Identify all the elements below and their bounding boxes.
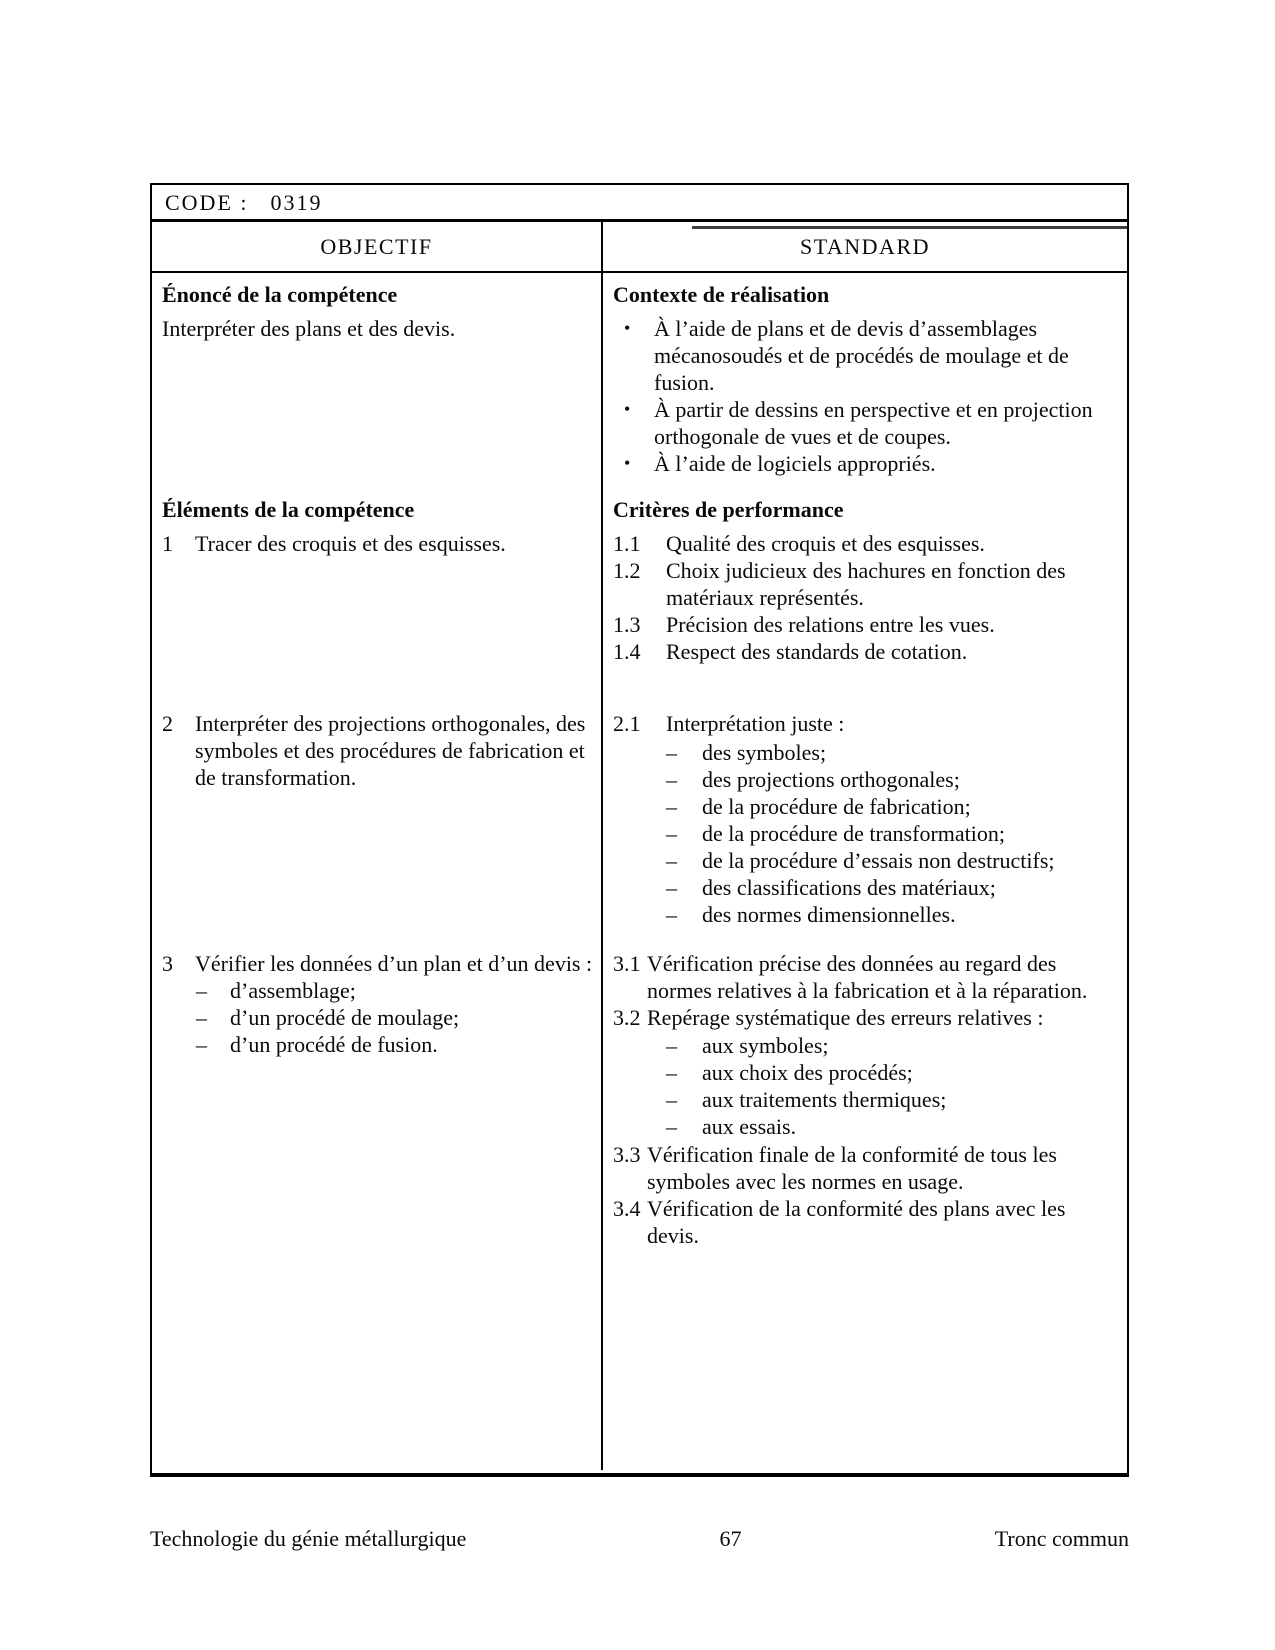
competence-item-3 <box>162 950 595 977</box>
sub-item <box>665 901 1119 928</box>
item-number: 1.3 <box>613 612 641 637</box>
item-number: 3 <box>162 951 173 976</box>
performance-item <box>613 557 1119 611</box>
item-text: Repérage systématique des erreurs relatives : <box>647 1005 1044 1030</box>
sub-item-text: aux traitements thermiques; <box>702 1087 947 1112</box>
item-text: Vérification précise des données au regard des normes relatives à la fabrication et à la réparation. <box>647 951 1088 1003</box>
item-text: Vérifier les données d’un plan et d’un devis : <box>195 951 593 976</box>
item-number: 1.4 <box>613 639 641 664</box>
list-item <box>613 315 1119 396</box>
sub-item-text: aux choix des procédés; <box>702 1060 913 1085</box>
dash-marker: – <box>196 1005 207 1030</box>
sub-item-text: des projections orthogonales; <box>702 767 960 792</box>
enonce-text: Interpréter des plans et des devis. <box>162 316 456 341</box>
elements-title: Éléments de la compétence <box>162 497 415 522</box>
dash-marker: – <box>666 794 677 819</box>
performance-item <box>613 1004 1119 1031</box>
dash-marker: – <box>666 740 677 765</box>
list-item <box>613 450 1119 477</box>
sub-item <box>195 977 595 1004</box>
footer-document-title: Technologie du génie métallurgique <box>150 1526 467 1551</box>
dash-marker: – <box>666 1114 677 1139</box>
sub-item-text: de la procédure d’essais non destructifs; <box>702 848 1055 873</box>
competence-item-2 <box>162 710 595 791</box>
critere-3-2-sublist <box>665 1032 1119 1140</box>
item-number: 1.1 <box>613 531 641 556</box>
criteres-title: Critères de performance <box>613 497 844 522</box>
dash-marker: – <box>196 978 207 1003</box>
item-text: Tracer des croquis et des esquisses. <box>195 531 506 556</box>
column-header-objectif: OBJECTIF <box>152 222 603 271</box>
sub-item <box>665 874 1119 901</box>
bullet-marker: • <box>624 453 631 473</box>
item-number: 1 <box>162 531 173 556</box>
sub-item-text: de la procédure de transformation; <box>702 821 1005 846</box>
competency-table <box>150 183 1129 1477</box>
sub-item <box>195 1004 595 1031</box>
sub-item <box>665 739 1119 766</box>
sub-item <box>665 1113 1119 1140</box>
sub-item-text: d’assemblage; <box>230 978 356 1003</box>
dash-marker: – <box>666 875 677 900</box>
criteres-cell <box>603 488 1127 702</box>
criteres-list-1 <box>613 530 1119 665</box>
sub-item-text: des normes dimensionnelles. <box>702 902 956 927</box>
scan-artifact-line <box>692 226 1127 229</box>
sub-item <box>665 1059 1119 1086</box>
dash-marker: – <box>196 1032 207 1057</box>
dash-marker: – <box>666 1060 677 1085</box>
performance-item <box>613 611 1119 638</box>
item-text: Vérification finale de la conformité de tous les symboles avec les normes en usage. <box>647 1142 1057 1194</box>
item-text: Interprétation juste : <box>666 711 845 736</box>
item-text: Choix judicieux des hachures en fonction des matériaux représentés. <box>666 558 1066 610</box>
sub-item-text: des classifications des matériaux; <box>702 875 996 900</box>
contexte-bullet-text: À l’aide de logiciels appropriés. <box>654 451 936 476</box>
performance-item <box>613 1141 1119 1195</box>
page-number: 67 <box>719 1526 742 1551</box>
dash-marker: – <box>666 848 677 873</box>
contexte-bullet-text: À l’aide de plans et de devis d’assemblages mécanosoudés et de procédés de moulage et de fusion. <box>654 316 1069 395</box>
dash-marker: – <box>666 1033 677 1058</box>
contexte-bullet-text: À partir de dessins en perspective et en projection orthogonale de vues et de coupes. <box>654 397 1093 449</box>
item-text: Précision des relations entre les vues. <box>666 612 995 637</box>
performance-item <box>613 710 1119 737</box>
sub-item-text: aux symboles; <box>702 1033 829 1058</box>
item-number: 1.2 <box>613 558 641 583</box>
page-footer <box>150 1525 1129 1552</box>
footer-section-label: Tronc commun <box>994 1526 1129 1551</box>
contexte-cell <box>603 273 1127 488</box>
sub-item <box>665 820 1119 847</box>
contexte-bullet-list <box>613 315 1119 477</box>
performance-item <box>613 950 1119 1004</box>
column-header-standard: STANDARD <box>799 234 931 259</box>
enonce-title: Énoncé de la compétence <box>162 282 398 307</box>
sub-item-text: des symboles; <box>702 740 827 765</box>
elements-cell <box>152 488 603 702</box>
sub-item <box>665 766 1119 793</box>
dash-marker: – <box>666 1087 677 1112</box>
bullet-marker: • <box>624 318 631 338</box>
code-value: 0319 <box>270 189 323 215</box>
code-row <box>152 185 1127 222</box>
dash-marker: – <box>666 821 677 846</box>
sub-item <box>195 1031 595 1058</box>
sub-item <box>665 793 1119 820</box>
item-number: 3.3 <box>613 1142 641 1167</box>
criteres-3-cell <box>603 942 1127 1470</box>
contexte-title: Contexte de réalisation <box>613 282 830 307</box>
competence-item-1 <box>162 530 595 557</box>
element-3-cell <box>152 942 603 1470</box>
critere-2-sublist <box>665 739 1119 928</box>
bullet-marker: • <box>624 399 631 419</box>
item-text: Interpréter des projections orthogonales, des symboles et des procédures de fabrication et de transformation. <box>195 711 586 790</box>
sub-item <box>665 847 1119 874</box>
column-headers <box>152 222 1127 273</box>
element-3-sublist <box>195 977 595 1058</box>
item-number: 3.2 <box>613 1005 641 1030</box>
critere-2-cell <box>603 702 1127 942</box>
item-number: 3.1 <box>613 951 641 976</box>
sub-item-text: d’un procédé de moulage; <box>230 1005 460 1030</box>
sub-item <box>665 1086 1119 1113</box>
element-2-cell <box>152 702 603 942</box>
performance-item <box>613 638 1119 665</box>
item-text: Vérification de la conformité des plans avec les devis. <box>647 1196 1066 1248</box>
list-item <box>613 396 1119 450</box>
item-number: 3.4 <box>613 1196 641 1221</box>
item-text: Qualité des croquis et des esquisses. <box>666 531 985 556</box>
performance-item <box>613 1195 1119 1249</box>
sub-item-text: d’un procédé de fusion. <box>230 1032 438 1057</box>
dash-marker: – <box>666 767 677 792</box>
item-number: 2.1 <box>613 711 641 736</box>
sub-item-text: de la procédure de fabrication; <box>702 794 971 819</box>
enonce-cell <box>152 273 603 488</box>
performance-item <box>613 530 1119 557</box>
item-number: 2 <box>162 711 173 736</box>
table-body <box>152 273 1127 1470</box>
item-text: Respect des standards de cotation. <box>666 639 968 664</box>
sub-item <box>665 1032 1119 1059</box>
dash-marker: – <box>666 902 677 927</box>
sub-item-text: aux essais. <box>702 1114 797 1139</box>
code-label: CODE : <box>165 189 249 215</box>
